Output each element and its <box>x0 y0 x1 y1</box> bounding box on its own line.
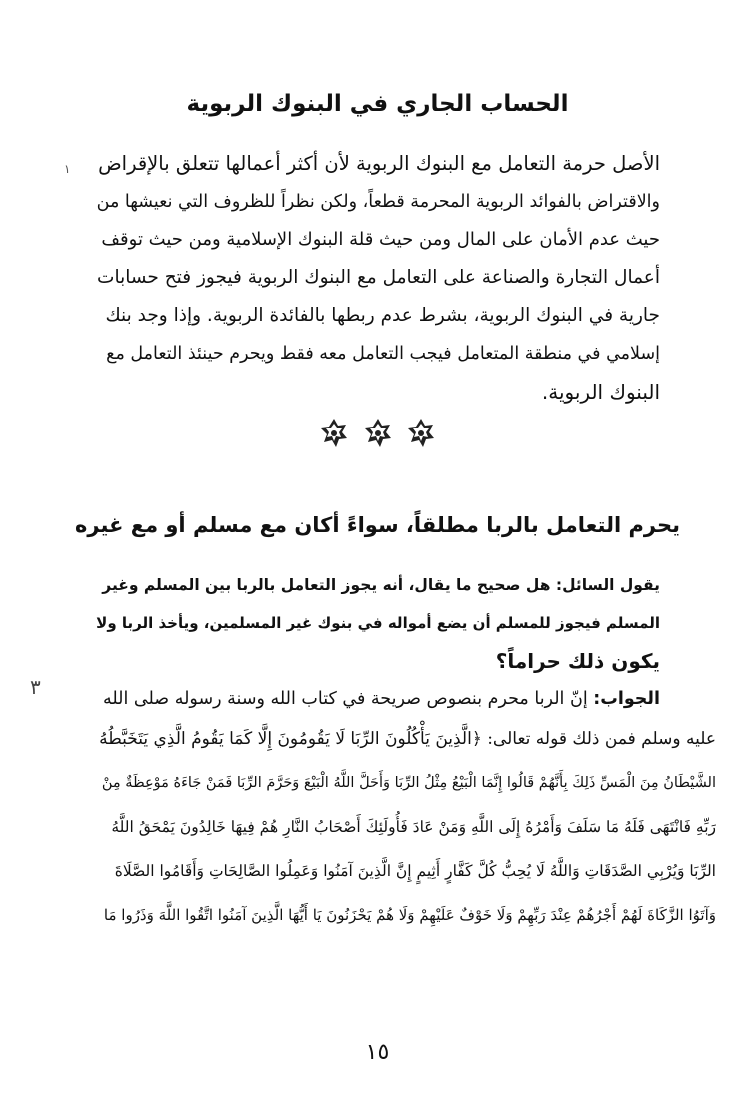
section-title-riba-prohibition: يحرم التعامل بالربا مطلقاً، سواءً أكان مع مسلم أو مع غيره <box>75 513 680 537</box>
page-number: ١٥ <box>365 1040 390 1065</box>
paragraph-line: حيث عدم الأمان على المال ومن حيث قلة البنوك الإسلامية ومن حيث توقف <box>101 229 660 250</box>
quran-verse-block <box>96 717 716 937</box>
question-line: يقول السائل: هل صحيح ما يقال، أنه يجوز التعامل بالربا بين المسلم وغير <box>102 576 660 594</box>
question-paragraph <box>96 566 660 680</box>
margin-mark-middle: ٣ <box>30 675 41 699</box>
question-line: المسلم فيجوز للمسلم أن يضع أمواله في بنوك غير المسلمين، ويأخذ الربا ولا <box>96 614 660 632</box>
paragraph-line: جارية في البنوك الربوية، بشرط عدم ربطها بالفائدة الربوية. وإذا وجد بنك <box>105 305 660 326</box>
verse-line: عليه وسلم فمن ذلك قوله تعالى: ﴿الَّذِينَ يَأْكُلُونَ الرِّبَا لَا يَقُومُونَ إِلَّا كَمَا يَقُومُ الَّذِي يَتَخَبَّطُهُ <box>99 729 716 749</box>
answer-intro <box>96 680 660 718</box>
margin-mark-top: ١ <box>64 162 71 176</box>
answer-first-line: إنّ الربا محرم بنصوص صريحة في كتاب الله وسنة رسوله صلى الله <box>102 689 594 709</box>
paragraph-line: الأصل حرمة التعامل مع البنوك الربوية لأن أكثر أعمالها تتعلق بالإقراض <box>98 152 660 175</box>
paragraph-line: والاقتراض بالفوائد الربوية المحرمة قطعاً، ولكن نظراً للظروف التي نعيشها من <box>96 192 660 212</box>
verse-line: رَبِّهِ فَانْتَهَى فَلَهُ مَا سَلَفَ وَأَمْرُهُ إِلَى اللَّهِ وَمَنْ عَادَ فَأُولَئِكَ أَصْحَابُ النَّارِ هُمْ فِيهَا خَالِدُونَ يَمْحَقُ اللَّهُ <box>111 818 716 836</box>
verse-line: وَآتَوُا الزَّكَاةَ لَهُمْ أَجْرُهُمْ عِنْدَ رَبِّهِمْ وَلَا خَوْفٌ عَلَيْهِمْ وَلَا هُمْ يَحْزَنُونَ يَا أَيُّهَا الَّذِينَ آمَنُوا اتَّقُوا اللَّهَ وَذَرُوا مَا <box>103 906 716 924</box>
answer-label: الجواب: <box>593 689 660 709</box>
section1-paragraph <box>96 145 660 411</box>
paragraph-line: البنوك الربوية. <box>541 380 660 404</box>
paragraph-line: أعمال التجارة والصناعة على التعامل مع البنوك الربوية فيجوز فتح حسابات <box>97 267 660 288</box>
paragraph-line: إسلامي في منطقة المتعامل فيجب التعامل معه فقط ويحرم حينئذ التعامل مع <box>106 344 660 364</box>
eight-point-star-ornament-icon <box>319 418 349 448</box>
section-title-current-account: الحساب الجاري في البنوك الربوية <box>186 91 569 117</box>
eight-point-star-ornament-icon <box>406 418 436 448</box>
question-line: يكون ذلك حراماً؟ <box>495 649 660 673</box>
verse-line: الشَّيْطَانُ مِنَ الْمَسِّ ذَلِكَ بِأَنَّهُمْ قَالُوا إِنَّمَا الْبَيْعُ مِثْلُ الرِّبَا وَأَحَلَّ اللَّهُ الْبَيْعَ وَحَرَّمَ الرِّبَا فَمَنْ جَاءَهُ مَوْعِظَةٌ مِنْ <box>101 775 716 791</box>
section-divider-ornament <box>0 418 755 448</box>
verse-line: الرِّبَا وَيُرْبِي الصَّدَقَاتِ وَاللَّهُ لَا يُحِبُّ كُلَّ كَفَّارٍ أَثِيمٍ إِنَّ الَّذِينَ آمَنُوا وَعَمِلُوا الصَّالِحَاتِ وَأَقَامُوا الصَّلَاةَ <box>114 862 716 880</box>
eight-point-star-ornament-icon <box>363 418 393 448</box>
